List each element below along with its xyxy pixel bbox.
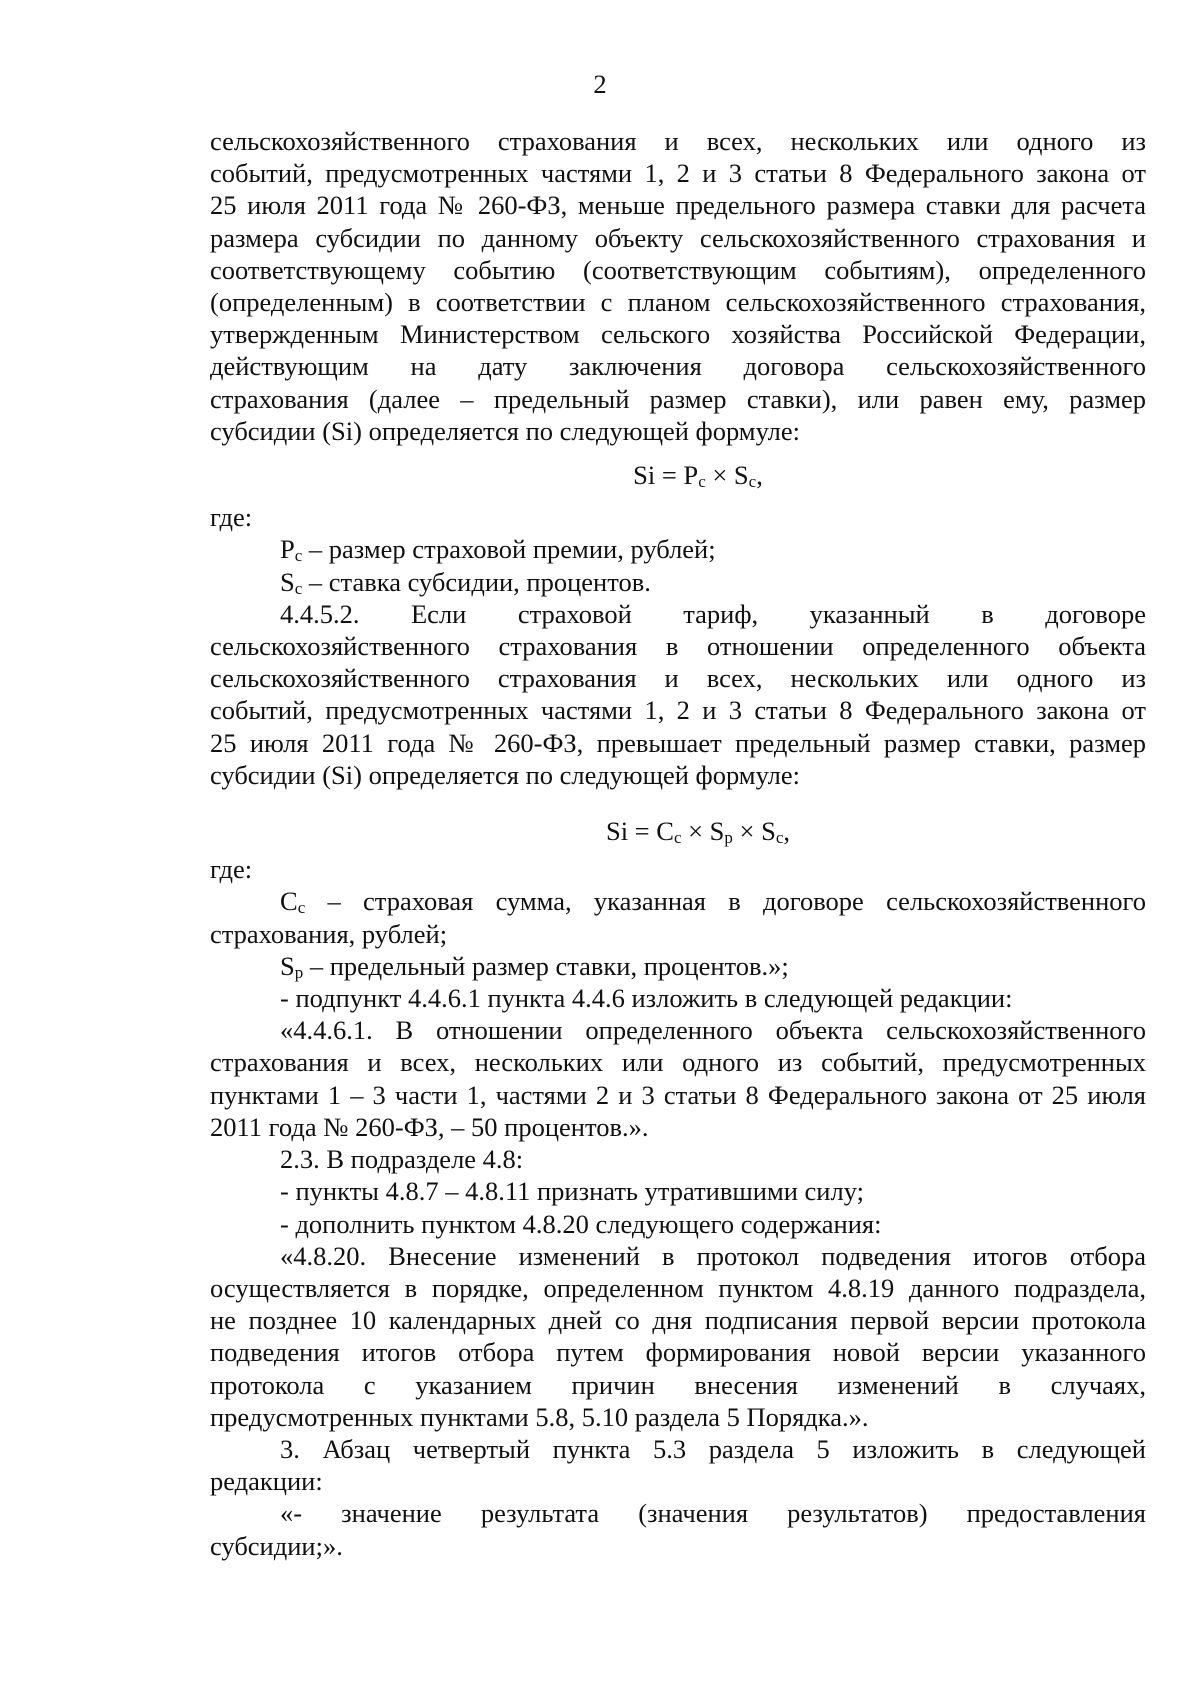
text-line: сельскохозяйственного страхования и всех, нескольких или одного из (210, 663, 1146, 694)
amendment-item: - дополнить пунктом 4.8.20 следующего содержания: (280, 1208, 882, 1239)
text-line: 4.4.5.2. Если страховой тариф, указанный в договоре (280, 598, 1146, 629)
definition-sp: $S_p$ – предельный размер ставки, процентов.»; (280, 950, 789, 982)
text-line: «4.8.20. Внесение изменений в протокол подведения итогов отбора (280, 1240, 1146, 1271)
text-line: сельскохозяйственного страхования и всех, нескольких или одного из (210, 126, 1146, 156)
text-line: протокола с указанием причин внесения изменений в случаях, (210, 1369, 1146, 1400)
text-line: страхования (далее – предельный размер ставки), или равен ему, размер (210, 383, 1146, 414)
text-line: сельскохозяйственного страхования в отношении определенного объекта (210, 631, 1146, 662)
text-line: редакции: (210, 1466, 323, 1497)
text-line: 3. Абзац четвертый пункта 5.3 раздела 5 изложить в следующей (280, 1433, 1146, 1464)
text-line: событий, предусмотренных частями 1, 2 и 3 статьи 8 Федерального закона от (210, 695, 1146, 726)
text-line: предусмотренных пунктами 5.8, 5.10 раздела 5 Порядка.». (210, 1401, 869, 1432)
text-line: событий, предусмотренных частями 1, 2 и 3 статьи 8 Федерального закона от (210, 158, 1146, 189)
text-line: размера субсидии по данному объекту сельскохозяйственного страхования и (210, 222, 1146, 253)
text-line: (определенным) в соответствии с планом сельскохозяйственного страхования, (210, 287, 1146, 318)
text-line: «4.4.6.1. В отношении определенного объекта сельскохозяйственного (280, 1015, 1146, 1046)
text-line: пунктами 1 – 3 части 1, частями 2 и 3 статьи 8 Федерального закона от 25 июля (210, 1079, 1146, 1110)
amendment-item: - пункты 4.8.7 – 4.8.11 признать утратившими силу; (280, 1176, 864, 1207)
text-line: подведения итогов отбора путем формирования новой версии указанного (210, 1337, 1146, 1368)
text-line: действующим на дату заключения договора сельскохозяйственного (210, 351, 1146, 382)
text-line: осуществляется в порядке, определенном пунктом 4.8.19 данного подраздела, (210, 1272, 1146, 1303)
formula-subsidy-2: $Si = C_c \times S_p \times S_c$, (605, 816, 791, 848)
text-line: 2011 года № 260-ФЗ, – 50 процентов.». (210, 1111, 649, 1142)
definition-pc: $P_c$ – размер страховой премии, рублей; (280, 534, 716, 566)
text-line: страхования и всех, нескольких или одного из событий, предусмотренных (210, 1047, 1146, 1078)
formula-subsidy-1: $Si = P_c \times S_c$, (633, 460, 763, 492)
text-line: 25 июля 2011 года № 260-ФЗ, меньше предельного размера ставки для расчета (210, 190, 1146, 221)
text-line: 25 июля 2011 года № 260-ФЗ, превышает предельный размер ставки, размер (210, 727, 1146, 758)
section-heading: 2.3. В подразделе 4.8: (280, 1144, 524, 1175)
text-line: субсидии (Si) определяется по следующей формуле: (210, 415, 801, 446)
text-line: не позднее 10 календарных дней со дня подписания первой версии протокола (210, 1305, 1146, 1336)
amendment-item: - подпункт 4.4.6.1 пункта 4.4.6 изложить в следующей редакции: (280, 983, 1013, 1014)
page-number: 2 (593, 69, 607, 99)
definition-cc: $C_c$ – страховая сумма, указанная в договоре сельскохозяйственного (280, 886, 1146, 918)
text-line: субсидии;». (210, 1530, 343, 1561)
definition-sc: $S_c$ – ставка субсидии, процентов. (280, 566, 651, 598)
text-line: утвержденным Министерством сельского хозяйства Российской Федерации, (210, 319, 1146, 350)
where-label: где: (210, 502, 253, 533)
text-line: соответствующему событию (соответствующим событиям), определенного (210, 254, 1146, 285)
text-line: субсидии (Si) определяется по следующей формуле: (210, 759, 801, 790)
text-line: страхования, рублей; (210, 918, 448, 949)
document-body (210, 125, 1146, 1562)
text-line: «- значение результата (значения результатов) предоставления (280, 1498, 1146, 1529)
where-label: где: (210, 854, 253, 885)
